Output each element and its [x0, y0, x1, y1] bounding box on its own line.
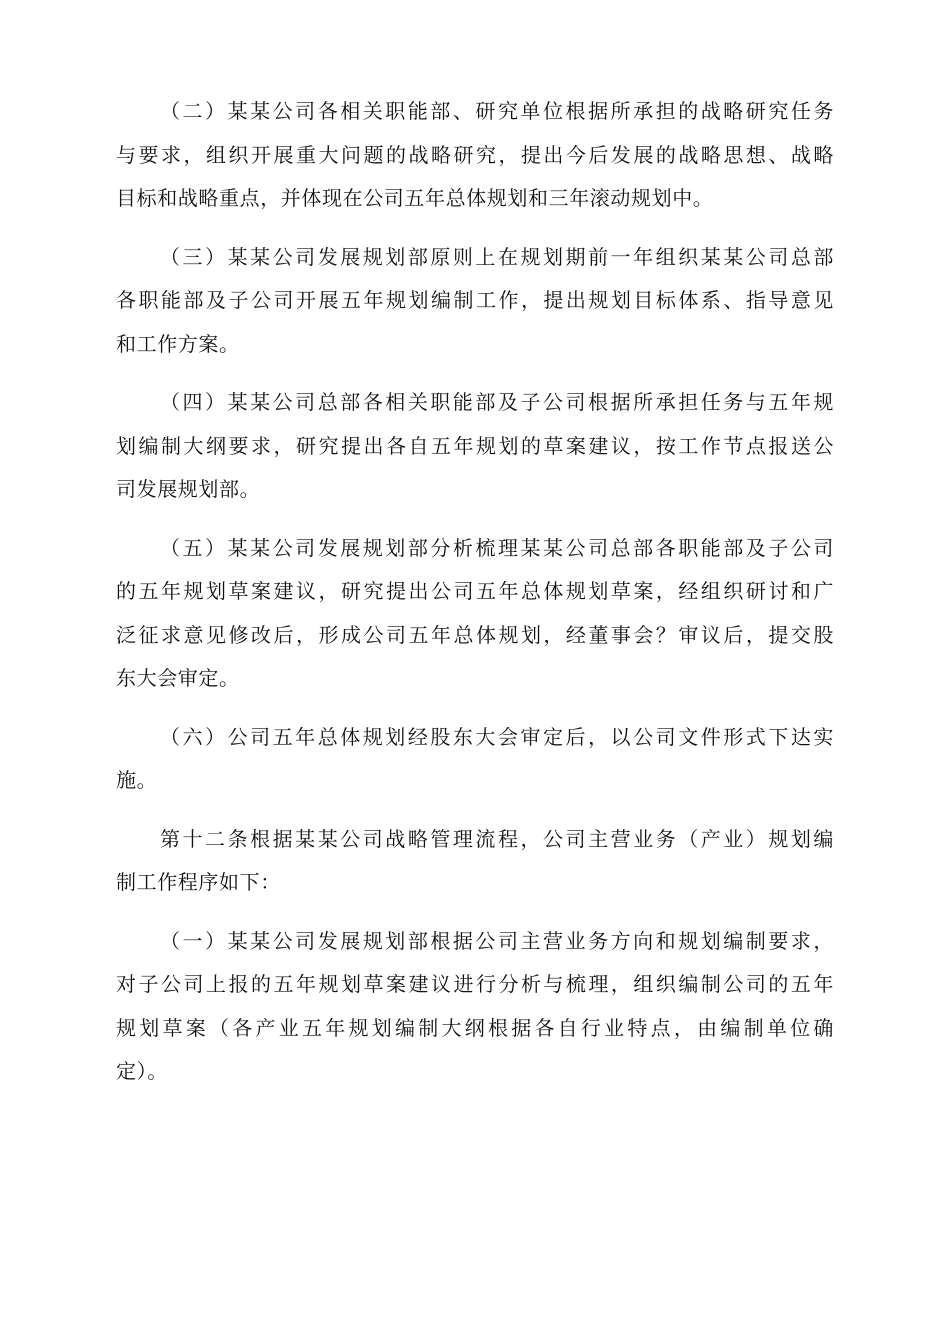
paragraph-1-line-3: 规划草案（各产业五年规划编制大纲根据各自行业特点，由编制单位确	[116, 1016, 834, 1040]
paragraph-4-line-2: 划编制大纲要求，研究提出各自五年规划的草案建议，按工作节点报送公	[116, 434, 834, 458]
paragraph-1-line-4: 定）。	[116, 1059, 168, 1083]
paragraph-3-line-2: 各职能部及子公司开展五年规划编制工作，提出规划目标体系、指导意见	[116, 288, 834, 312]
paragraph-1-line-2: 对子公司上报的五年规划草案建议进行分析与梳理，组织编制公司的五年	[116, 972, 834, 996]
paragraph-5-line-3: 泛征求意见修改后，形成公司五年总体规划，经董事会？审议后，提交股	[116, 623, 834, 647]
article-12-line-1: 第十二条根据某某公司战略管理流程，公司主营业务（产业）规划编	[160, 827, 834, 851]
paragraph-2-line-2: 与要求，组织开展重大问题的战略研究，提出今后发展的战略思想、战略	[116, 143, 834, 167]
paragraph-4-line-1: （四）某某公司总部各相关职能部及子公司根据所承担任务与五年规	[160, 390, 834, 414]
paragraph-6-line-2: 施。	[116, 768, 158, 792]
paragraph-1-line-1: （一）某某公司发展规划部根据公司主营业务方向和规划编制要求，	[160, 929, 834, 953]
paragraph-6-line-1: （六）公司五年总体规划经股东大会审定后，以公司文件形式下达实	[160, 725, 834, 749]
paragraph-2-line-1: （二）某某公司各相关职能部、研究单位根据所承担的战略研究任务	[160, 99, 834, 123]
paragraph-5-line-4: 东大会审定。	[116, 666, 240, 690]
article-12-line-2: 制工作程序如下：	[116, 870, 281, 894]
paragraph-4-line-3: 司发展规划部。	[116, 477, 261, 501]
paragraph-3-line-3: 和工作方案。	[116, 332, 240, 356]
paragraph-3-line-1: （三）某某公司发展规划部原则上在规划期前一年组织某某公司总部	[160, 245, 834, 269]
paragraph-5-line-2: 的五年规划草案建议，研究提出公司五年总体规划草案，经组织研讨和广	[116, 579, 834, 603]
paragraph-5-line-1: （五）某某公司发展规划部分析梳理某某公司总部各职能部及子公司	[160, 536, 834, 560]
paragraph-2-line-3: 目标和战略重点，并体现在公司五年总体规划和三年滚动规划中。	[116, 186, 714, 210]
